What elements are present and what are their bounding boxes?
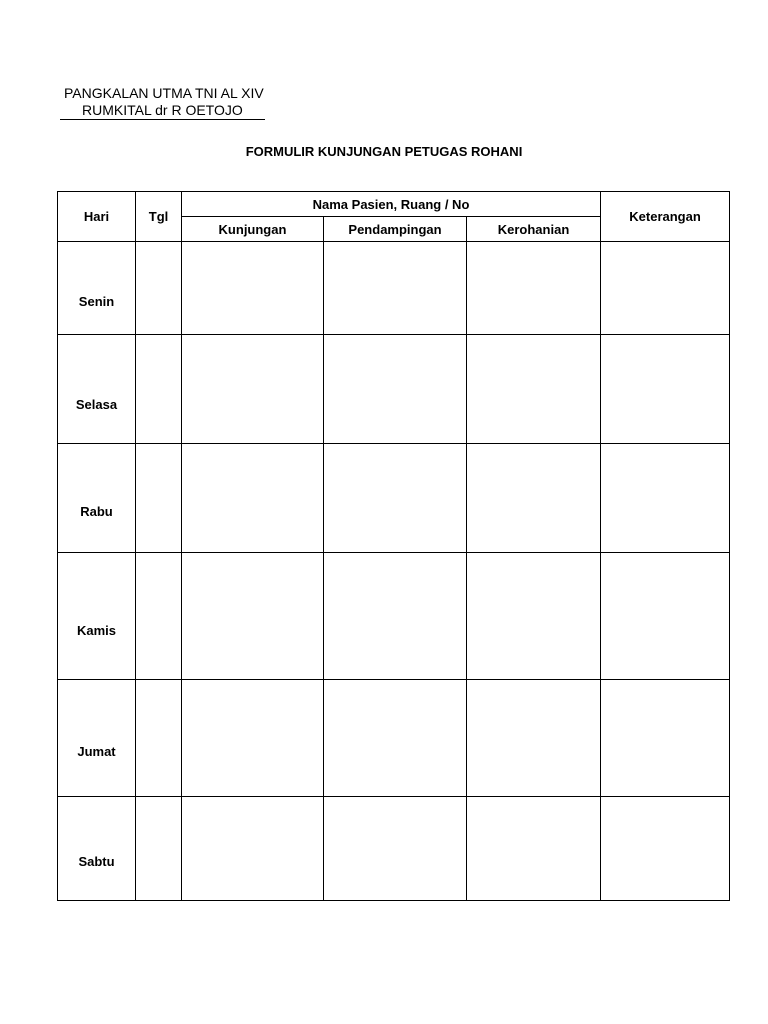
day-cell: [58, 553, 136, 680]
date-cell[interactable]: [136, 797, 182, 901]
day-label: Rabu: [80, 504, 113, 519]
kerohanian-cell[interactable]: [467, 680, 601, 797]
keterangan-cell[interactable]: [601, 335, 730, 444]
day-label: Jumat: [77, 744, 116, 759]
visit-form-table: [57, 191, 730, 901]
keterangan-cell[interactable]: [601, 797, 730, 901]
kerohanian-cell[interactable]: [467, 335, 601, 444]
kerohanian-cell[interactable]: [467, 242, 601, 335]
table-row: [58, 335, 730, 444]
pendampingan-cell[interactable]: [324, 335, 467, 444]
header-tgl: Tgl: [136, 192, 182, 242]
date-cell[interactable]: [136, 242, 182, 335]
keterangan-cell[interactable]: [601, 444, 730, 553]
header-kunjungan: Kunjungan: [182, 217, 324, 242]
header-pendampingan: Pendampingan: [324, 217, 467, 242]
pendampingan-cell[interactable]: [324, 680, 467, 797]
day-label: Sabtu: [78, 854, 115, 869]
day-cell: [58, 335, 136, 444]
kunjungan-cell[interactable]: [182, 242, 324, 335]
header-keterangan: Keterangan: [601, 192, 730, 242]
kunjungan-cell[interactable]: [182, 797, 324, 901]
day-cell: [58, 797, 136, 901]
table-row: [58, 444, 730, 553]
kerohanian-cell[interactable]: [467, 444, 601, 553]
day-cell: [58, 444, 136, 553]
day-label: Senin: [78, 294, 115, 309]
institution-name: PANGKALAN UTMA TNI AL XIV: [64, 85, 264, 101]
table-row: [58, 797, 730, 901]
table-row: [58, 553, 730, 680]
kunjungan-cell[interactable]: [182, 680, 324, 797]
pendampingan-cell[interactable]: [324, 553, 467, 680]
kunjungan-cell[interactable]: [182, 444, 324, 553]
table-row: [58, 242, 730, 335]
header-hari: Hari: [58, 192, 136, 242]
day-label: Kamis: [76, 623, 117, 638]
header-underline: [60, 119, 265, 120]
day-cell: [58, 242, 136, 335]
pendampingan-cell[interactable]: [324, 797, 467, 901]
table-row: [58, 680, 730, 797]
day-cell: [58, 680, 136, 797]
date-cell[interactable]: [136, 553, 182, 680]
header-patient-group: Nama Pasien, Ruang / No: [182, 192, 601, 217]
kerohanian-cell[interactable]: [467, 797, 601, 901]
kerohanian-cell[interactable]: [467, 553, 601, 680]
pendampingan-cell[interactable]: [324, 242, 467, 335]
hospital-name: RUMKITAL dr R OETOJO: [82, 102, 243, 118]
day-label: Selasa: [75, 397, 118, 412]
date-cell[interactable]: [136, 335, 182, 444]
date-cell[interactable]: [136, 444, 182, 553]
keterangan-cell[interactable]: [601, 553, 730, 680]
date-cell[interactable]: [136, 680, 182, 797]
form-title: FORMULIR KUNJUNGAN PETUGAS ROHANI: [245, 144, 523, 159]
header-kerohanian: Kerohanian: [467, 217, 601, 242]
keterangan-cell[interactable]: [601, 242, 730, 335]
kunjungan-cell[interactable]: [182, 335, 324, 444]
keterangan-cell[interactable]: [601, 680, 730, 797]
kunjungan-cell[interactable]: [182, 553, 324, 680]
pendampingan-cell[interactable]: [324, 444, 467, 553]
